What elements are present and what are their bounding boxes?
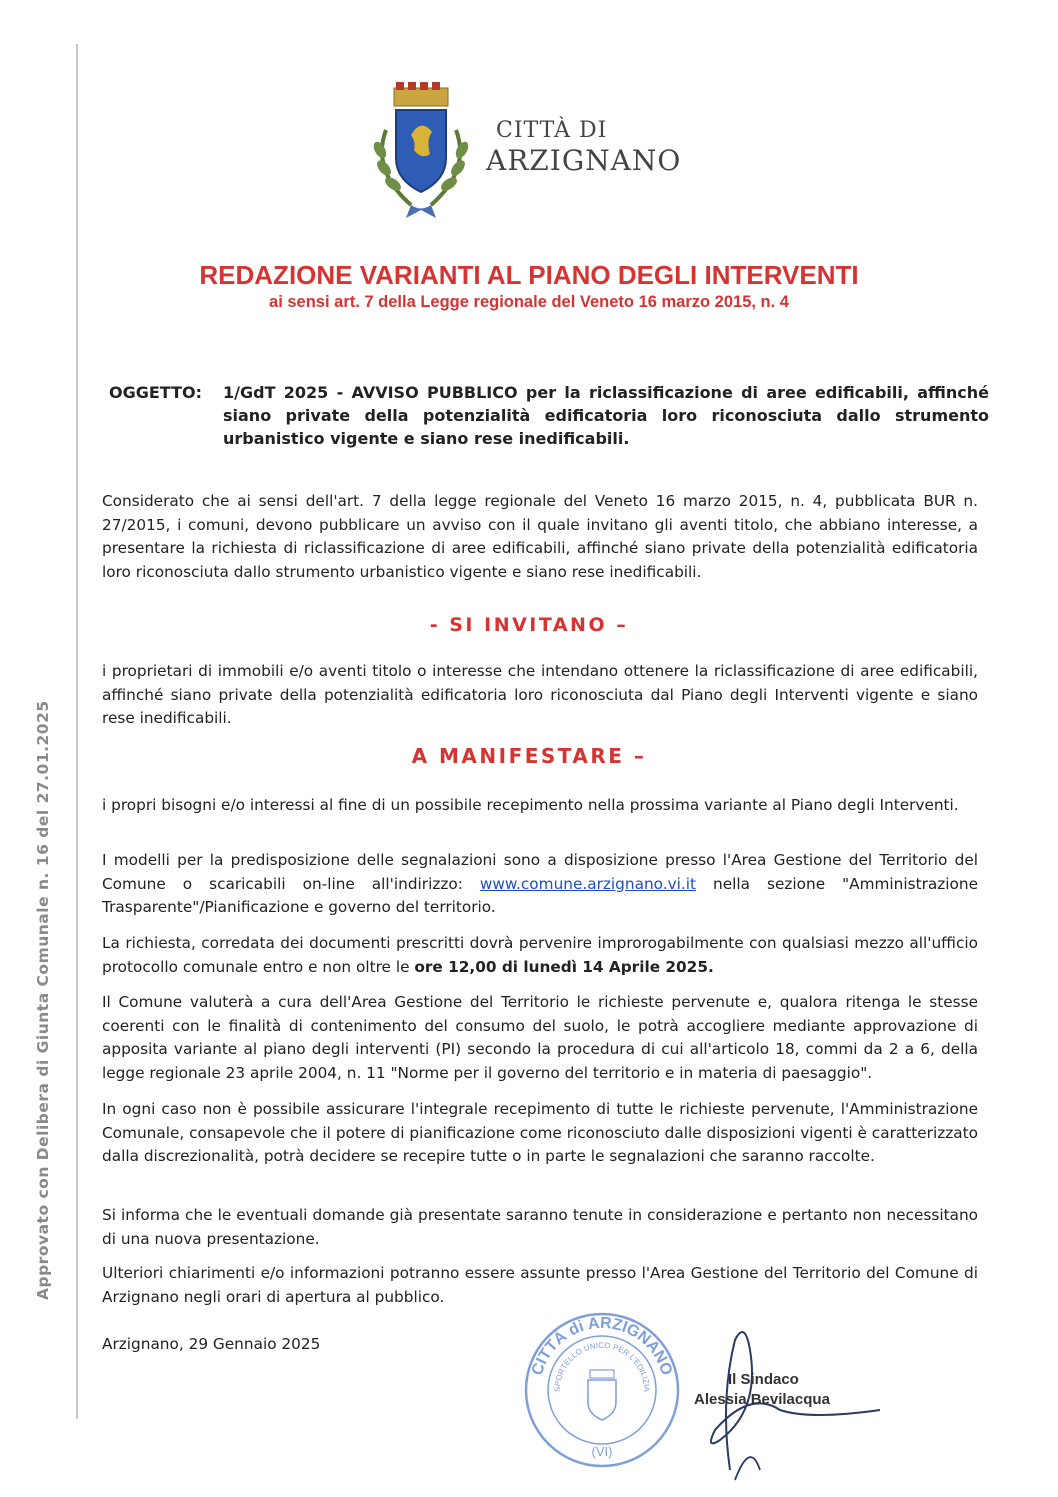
website-link[interactable]: www.comune.arzignano.vi.it bbox=[479, 874, 697, 893]
deadline-text: ore 12,00 di lunedì 14 Aprile 2025. bbox=[414, 957, 714, 976]
stamp-inner-text: SPORTELLO UNICO PER L'EDILIZIA bbox=[552, 1340, 652, 1392]
stamp-outer-text: CITTÀ di ARZIGNANO bbox=[528, 1314, 676, 1378]
stamp-province: (VI) bbox=[591, 1444, 613, 1459]
signatory-name: Alessia Bevilacqua bbox=[694, 1391, 830, 1408]
coat-of-arms-icon bbox=[366, 80, 476, 220]
city-header bbox=[366, 80, 696, 220]
signatory-role: Il Sindaco bbox=[728, 1371, 799, 1388]
chiarimenti-paragraph: Ulteriori chiarimenti e/o informazioni potranno essere assunte presso l'Area Gestione del Territorio del Comune di Arzignano negli orari di apertura al pubblico. bbox=[102, 1264, 978, 1306]
richiesta-paragraph: La richiesta, corredata dei documenti prescritti dovrà pervenire improrogabilmente con qualsiasi mezzo all'ufficio protocollo comunale entro e non oltre le ore 12,00 di lunedì 14 Aprile 2025. bbox=[102, 934, 978, 976]
place-date: Arzignano, 29 Gennaio 2025 bbox=[102, 1335, 321, 1353]
subject-text: 1/GdT 2025 - AVVISO PUBBLICO per la riclassificazione di aree edificabili, affinché siano private della potenzialità edificatoria loro riconosciuta dallo strumento urbanistico vigente e siano rese inedificabili. bbox=[223, 383, 989, 448]
caso-paragraph: In ogni caso non è possibile assicurare l'integrale recepimento di tutte le richieste pervenute, l'Amministrazione Comunale, consapevole che il potere di pianificazione come riconosciuto dalle disposizioni vigenti è caratterizzato dalla discrezionalità, potrà decidere se recepire tutte o in parte le segnalazioni che saranno raccolte. bbox=[102, 1100, 978, 1165]
official-stamp bbox=[522, 1310, 682, 1470]
heading-manifestare: A MANIFESTARE – bbox=[411, 744, 647, 768]
subject-label: OGGETTO: bbox=[109, 383, 202, 402]
heading-invitano: - SI INVITANO – bbox=[429, 614, 629, 636]
bisogni-paragraph: i propri bisogni e/o interessi al fine di un possibile recepimento nella prossima variante al Piano degli Interventi. bbox=[102, 796, 959, 814]
document-subtitle: ai sensi art. 7 della Legge regionale del Veneto 16 marzo 2015, n. 4 bbox=[269, 293, 789, 311]
valutera-paragraph: Il Comune valuterà a cura dell'Area Gestione del Territorio le richieste pervenute e, qualora ritenga le stesse coerenti con le finalità di contenimento del consumo del suolo, le potrà accogliere mediante approvazione di apposita variante al piano degli interventi (PI) secondo la procedura di cui all'articolo 18, commi da 2 a 6, della legge regionale 23 aprile 2004, n. 11 "Norme per il governo del territorio e in materia di paesaggio". bbox=[102, 993, 978, 1082]
scan-margin-line bbox=[76, 44, 78, 1419]
city-prefix: CITTÀ DI bbox=[496, 118, 608, 143]
invitano-paragraph: i proprietari di immobili e/o aventi titolo o interesse che intendano ottenere la riclassificazione di aree edificabili, affinché siano private della potenzialità edificatoria loro riconosciuta dal Piano degli Interventi vigente e siano rese inedificabili. bbox=[102, 662, 978, 727]
intro-paragraph: Considerato che ai sensi dell'art. 7 della legge regionale del Veneto 16 marzo 2015, n. 4, pubblicata BUR n. 27/2015, i comuni, devono pubblicare un avviso con il quale invitano gli aventi titolo, che abbiano interesse, a presentare la richiesta di riclassificazione di aree edificabili, affinché siano private della potenzialità edificatoria loro riconosciuta dallo strumento urbanistico vigente e siano rese inedificabili. bbox=[102, 492, 978, 581]
informa-paragraph: Si informa che le eventuali domande già presentate saranno tenute in considerazione e pertanto non necessitano di una nuova presentazione. bbox=[102, 1206, 978, 1248]
subject-block bbox=[109, 381, 989, 450]
city-name: ARZIGNANO bbox=[486, 144, 682, 177]
modelli-paragraph: I modelli per la predisposizione delle segnalazioni sono a disposizione presso l'Area Gestione del Territorio del Comune o scaricabili on-line all'indirizzo: www.comune.arzignano.vi.it nella sezione "Amministrazione Trasparente"/Pianificazione e governo del territorio. bbox=[102, 851, 978, 916]
document-title: REDAZIONE VARIANTI AL PIANO DEGLI INTERVENTI bbox=[199, 260, 859, 290]
